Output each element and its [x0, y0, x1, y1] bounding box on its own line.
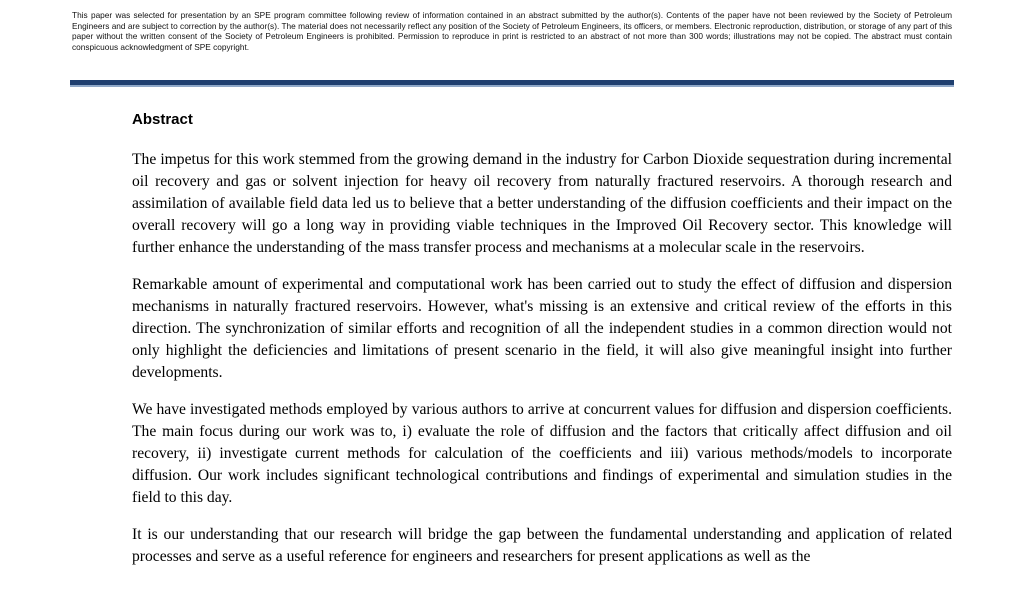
abstract-paragraph-3: We have investigated methods employed by various authors to arrive at concurrent values for diffusion and dispersion coefficients. The main focus during our work was to, i) evaluate the role of diffusion and the factors that critically affect diffusion and oil recovery, ii) investigate current methods for calculation of the coefficients and iii) various methods/models to incorporate diffusion. Our work includes significant technological contributions and findings of experimental and simulation studies in the field to this day.	[132, 401, 952, 506]
abstract-body	[132, 149, 952, 583]
abstract-heading: Abstract	[132, 111, 193, 128]
copyright-notice: This paper was selected for presentation by an SPE program committee following review of information contained in an abstract submitted by the author(s). Contents of the paper have not been reviewed by the Society of Petroleum Engineers and are subject to correction by the author(s). The material does not necessarily reflect any position of the Society of Petroleum Engineers, its officers, or members. Electronic reproduction, distribution, or storage of any part of this paper without the written consent of the Society of Petroleum Engineers is prohibited. Permission to reproduce in print is restricted to an abstract of not more than 300 words; illustrations may not be copied. The abstract must contain conspicuous acknowledgment of SPE copyright.	[72, 10, 952, 53]
abstract-paragraph-1: The impetus for this work stemmed from the growing demand in the industry for Carbon Dioxide sequestration during incremental oil recovery and gas or solvent injection for heavy oil recovery from naturally fractured reservoirs. A thorough research and assimilation of available field data led us to believe that a better understanding of the diffusion coefficients and their impact on the overall recovery will go a long way in providing viable techniques in the Improved Oil Recovery sector. This knowledge will further enhance the understanding of the mass transfer process and mechanisms at a molecular scale in the reservoirs.	[132, 151, 952, 256]
abstract-paragraph-4: It is our understanding that our research will bridge the gap between the fundamental understanding and application of related processes and serve as a useful reference for engineers and researchers for present applications as well as the	[132, 526, 952, 565]
header-rule-light	[70, 85, 954, 87]
abstract-paragraph-2: Remarkable amount of experimental and computational work has been carried out to study the effect of diffusion and dispersion mechanisms in naturally fractured reservoirs. However, what's missing is an extensive and critical review of the efforts in this direction. The synchronization of similar efforts and recognition of all the independent studies in a common direction would not only highlight the deficiencies and limitations of present scenario in the field, it will also give meaningful insight into further developments.	[132, 276, 952, 381]
